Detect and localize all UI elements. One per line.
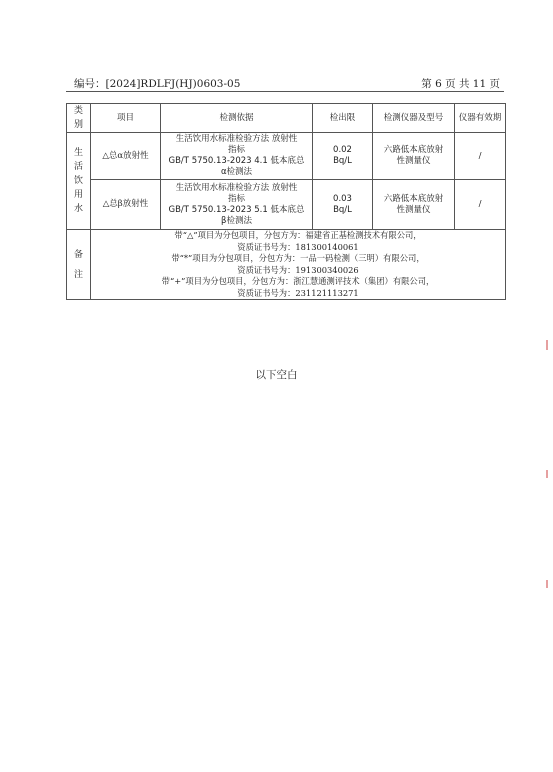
validity-cell: / [455, 133, 506, 180]
instrument-cell [373, 133, 455, 180]
basis-line: α检测法 [220, 167, 253, 177]
instrument-line: 性测量仪 [396, 204, 431, 215]
basis-cell [161, 180, 313, 230]
report-number: 编号：[2024]RDLFJ(HJ)0603-05 [74, 78, 241, 90]
item-cell: △总α放射性 [91, 133, 161, 180]
instrument-line: 六路低本底放射 [383, 145, 444, 155]
notes-cell [91, 230, 506, 300]
basis-line: β检测法 [221, 215, 252, 226]
item-cell: △总β放射性 [91, 180, 161, 230]
blank-below-note: 以下空白 [255, 369, 298, 381]
basis-line: 生活饮用水标准检验方法 放射性 [175, 134, 298, 144]
table-row [67, 180, 506, 230]
report-header [66, 77, 504, 92]
col-header-instrument: 检测仪器及型号 [373, 104, 455, 133]
limit-value: 0.02 [333, 145, 352, 155]
col-header-item: 项目 [91, 104, 161, 133]
col-header-limit: 检出限 [313, 104, 373, 133]
note-line: 带“△”项目为分包项目，分包方为：福建省正基检测技术有限公司， [174, 230, 422, 240]
limit-cell [313, 133, 373, 180]
notes-row [67, 230, 506, 300]
note-line: 资质证书号为：181300140061 [237, 241, 359, 252]
limit-value: 0.03 [333, 193, 352, 204]
basis-cell [161, 133, 313, 180]
instrument-cell [373, 180, 455, 230]
validity-cell: / [455, 180, 506, 230]
col-header-basis: 检测依据 [161, 104, 313, 133]
note-line: 资质证书号为：191300340026 [237, 264, 359, 275]
page-info: 第 6 页 共 11 页 [421, 78, 500, 90]
instrument-line: 六路低本底放射 [383, 193, 444, 204]
notes-label: 备注 [73, 249, 83, 280]
instrument-line: 性测量仪 [396, 156, 431, 166]
table-header-row [67, 104, 506, 133]
limit-cell [313, 180, 373, 230]
note-line: 带“+”项目为分包项目，分包方为：浙江慧通测评技术（集团）有限公司， [161, 276, 435, 286]
col-header-validity: 仪器有效期 [455, 104, 506, 133]
scan-edge-mark [546, 340, 548, 350]
category-text: 生活饮用水 [73, 148, 83, 214]
note-line: 资质证书号为：231121113271 [237, 287, 359, 298]
basis-line: 指标 [227, 145, 245, 155]
scan-edge-mark [546, 580, 548, 588]
notes-label-cell [67, 230, 91, 300]
col-header-category: 类 别 [67, 104, 91, 133]
limit-unit: Bq/L [333, 204, 352, 215]
test-method-table [66, 103, 506, 300]
table-row [67, 133, 506, 180]
scan-edge-mark [546, 470, 548, 478]
basis-line: 指标 [227, 193, 245, 204]
basis-line: GB/T 5750.13-2023 4.1 低本底总 [168, 156, 305, 166]
category-cell [67, 133, 91, 230]
limit-unit: Bq/L [333, 156, 352, 166]
basis-line: 生活饮用水标准检验方法 放射性 [175, 182, 298, 193]
basis-line: GB/T 5750.13-2023 5.1 低本底总 [168, 204, 305, 215]
note-line: 带“*”项目为分包项目，分包方为：一品一码检测（三明）有限公司， [171, 253, 425, 263]
